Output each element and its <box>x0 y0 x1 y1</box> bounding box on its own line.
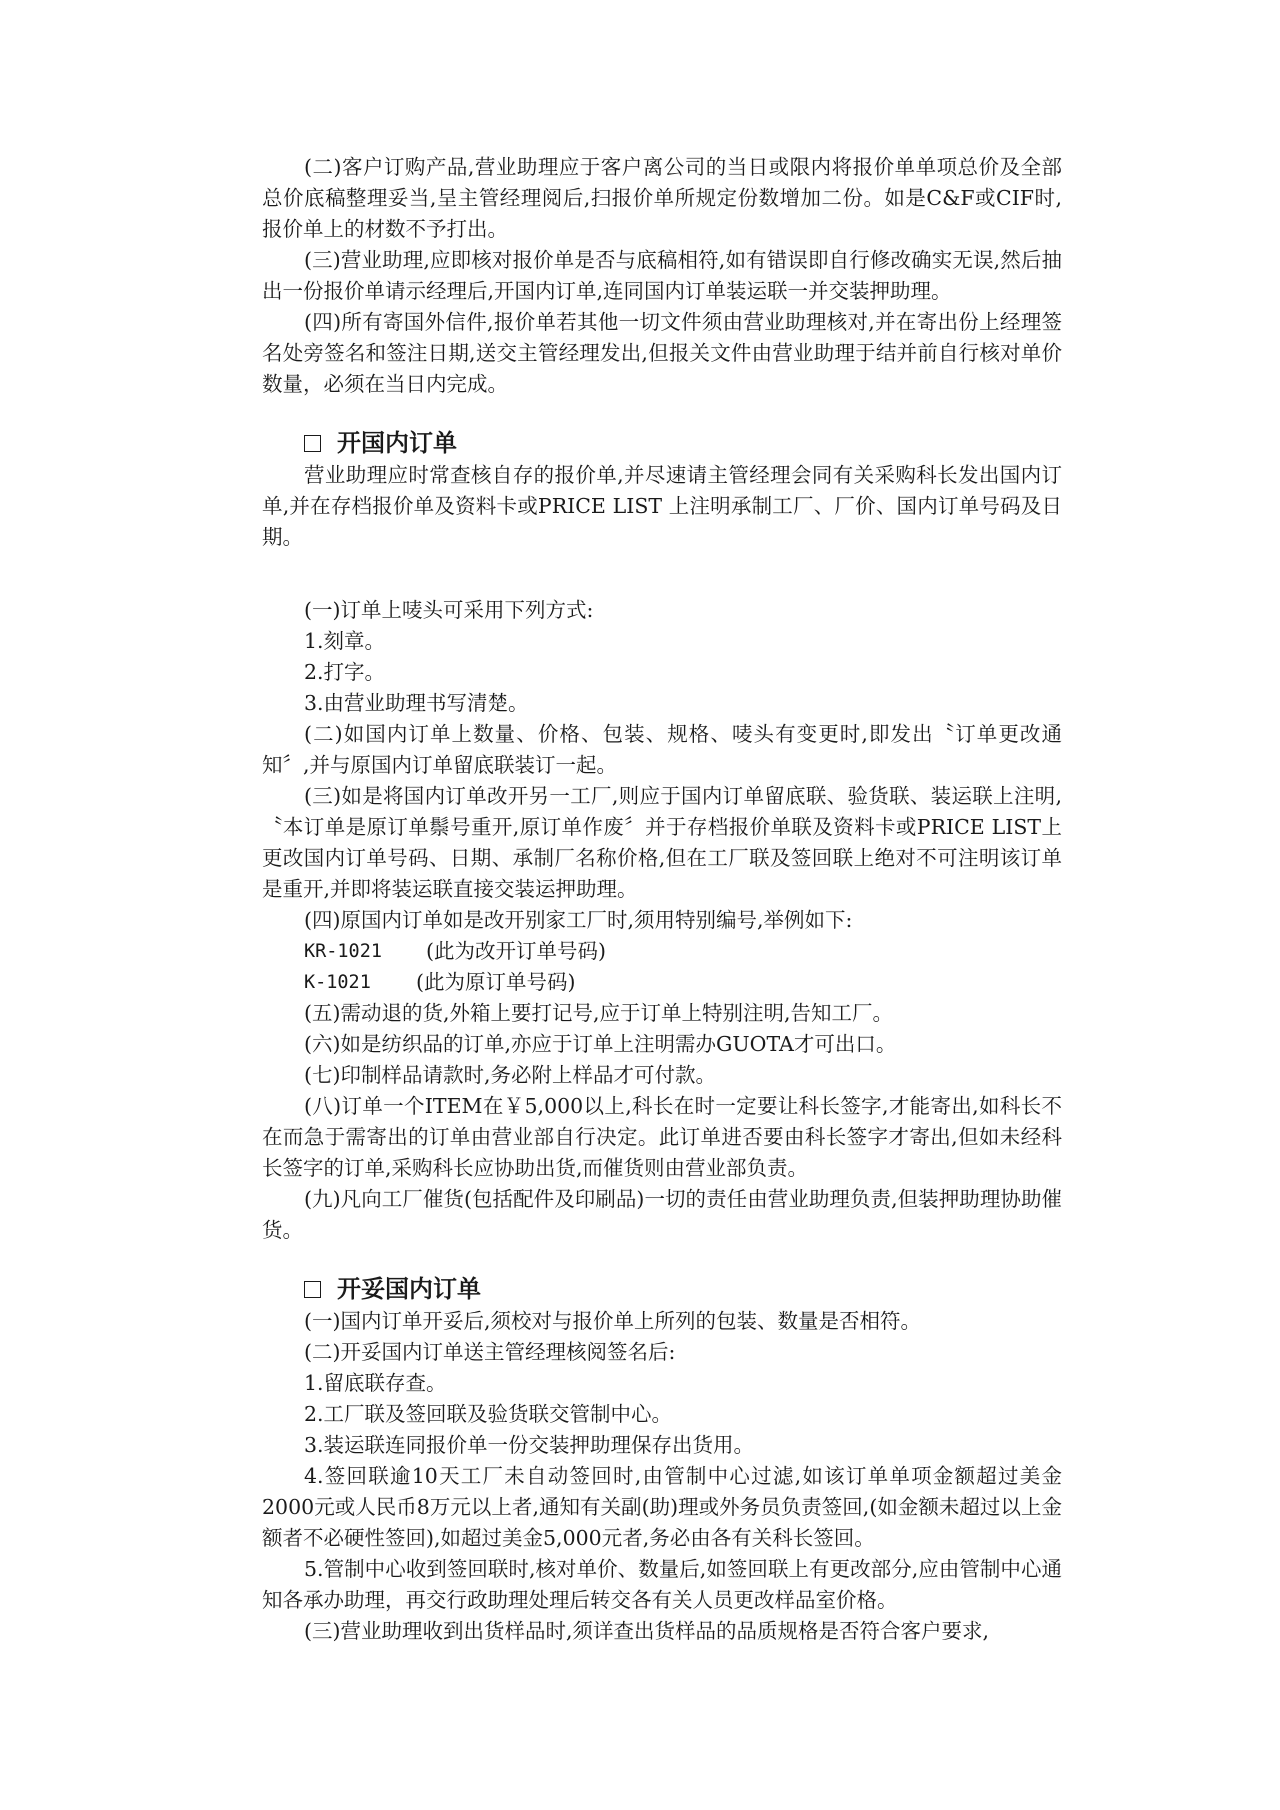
list-item: (六)如是纺织品的订单,亦应于订单上注明需办GUOTA才可出口。 <box>304 1032 897 1056</box>
document-page <box>262 152 1062 1647</box>
order-code-note: (此为原订单号码) <box>416 970 576 994</box>
order-number-example <box>262 936 1062 967</box>
list-item: (三)如是将国内订单改开另一工厂,则应于国内订单留底联、验货联、装运联上注明,〝本订单是原订单鬃号重开,原订单作废〞并于存档报价单联及资料卡或PRICE LIST上更改国内订单号码、日期、承制厂名称价格,但在工厂联及签回联上绝对不可注明该订单是重开,并即将装运联直接交装运押助理。 <box>262 784 1062 901</box>
section-heading-text: 开国内订单 <box>337 429 457 457</box>
section-heading-text: 开妥国内订单 <box>337 1275 481 1303</box>
sub-list-item: 3.由营业助理书写清楚。 <box>304 691 529 715</box>
sub-list-item: 2.工厂联及签回联及验货联交管制中心。 <box>304 1402 673 1426</box>
list-item: (七)印制样品请款时,务必附上样品才可付款。 <box>304 1063 717 1087</box>
list-item: (九)凡向工厂催货(包括配件及印刷品)一切的责任由营业助理负责,但装押助理协助催货。 <box>262 1187 1062 1242</box>
sub-list-item: 2.打字。 <box>304 660 386 684</box>
order-code-note: (此为改开订单号码) <box>426 939 606 963</box>
order-number-example <box>262 967 1062 998</box>
list-item: (四)原国内订单如是改开别家工厂时,须用特别编号,举例如下: <box>304 908 853 932</box>
checkbox-square-icon <box>304 435 321 452</box>
paragraph-verify-quotation: (三)营业助理,应即核对报价单是否与底稿相符,如有错误即自行修改确实无误,然后抽出一份报价单请示经理后,开国内订单,连同国内订单装运联一并交装押助理。 <box>262 248 1062 303</box>
list-item: (三)营业助理收到出货样品时,须详查出货样品的品质规格是否符合客户要求, <box>304 1619 990 1643</box>
sub-list-item: 3.装运联连同报价单一份交装押助理保存出货用。 <box>304 1433 755 1457</box>
paragraph-foreign-mail: (四)所有寄国外信件,报价单若其他一切文件须由营业助理核对,并在寄出份上经理签名处旁签名和签注日期,送交主管经理发出,但报关文件由营业助理于结并前自行核对单价数量，必须在当日内完成。 <box>262 310 1062 396</box>
list-item: (二)开妥国内订单送主管经理核阅签名后: <box>304 1340 676 1364</box>
order-code: K-1021 <box>304 972 371 993</box>
list-item: (五)需动退的货,外箱上要打记号,应于订单上特别注明,告知工厂。 <box>304 1001 894 1025</box>
paragraph-intro: 营业助理应时常查核自存的报价单,并尽速请主管经理会同有关采购科长发出国内订单,并在存档报价单及资料卡或PRICE LIST 上注明承制工厂、厂价、国内订单号码及日期。 <box>262 463 1062 549</box>
sub-list-item: 4.签回联逾10天工厂未自动签回时,由管制中心过滤,如该订单单项金额超过美金2000元或人民币8万元以上者,通知有关副(助)理或外务员负责签回,(如金额未超过以上金额者不必硬性签回),如超过美金5,000元者,务必由各有关科长签回。 <box>262 1464 1062 1550</box>
order-code: KR-1021 <box>304 941 382 962</box>
paragraph-order-summary: (二)客户订购产品,营业助理应于客户离公司的当日或限内将报价单单项总价及全部总价底稿整理妥当,呈主管经理阅后,扫报价单所规定份数增加二份。如是C&F或CIF时,报价单上的材数不予打出。 <box>262 155 1062 241</box>
sub-list-item: 1.留底联存查。 <box>304 1371 447 1395</box>
list-item: (八)订单一个ITEM在￥5,000以上,科长在时一定要让科长签字,才能寄出,如科长不在而急于需寄出的订单由营业部自行决定。此订单进否要由科长签字才寄出,但如未经科长签字的订单,采购科长应协助出货,而催货则由营业部负责。 <box>262 1094 1062 1180</box>
sub-list-item: 1.刻章。 <box>304 629 386 653</box>
list-item: (二)如国内订单上数量、价格、包装、规格、唛头有变更时,即发出〝订单更改通知〞,并与原国内订单留底联装订一起。 <box>262 722 1062 777</box>
checkbox-square-icon <box>304 1281 321 1298</box>
list-item: (一)订单上唛头可采用下列方式: <box>304 598 594 622</box>
sub-list-item: 5.管制中心收到签回联时,核对单价、数量后,如签回联上有更改部分,应由管制中心通知各承办助理，再交行政助理处理后转交各有关人员更改样品室价格。 <box>262 1557 1062 1612</box>
section-heading-domestic-order-done <box>262 1272 1062 1306</box>
list-item: (一)国内订单开妥后,须校对与报价单上所列的包装、数量是否相符。 <box>304 1309 922 1333</box>
section-heading-open-domestic-order <box>262 426 1062 460</box>
